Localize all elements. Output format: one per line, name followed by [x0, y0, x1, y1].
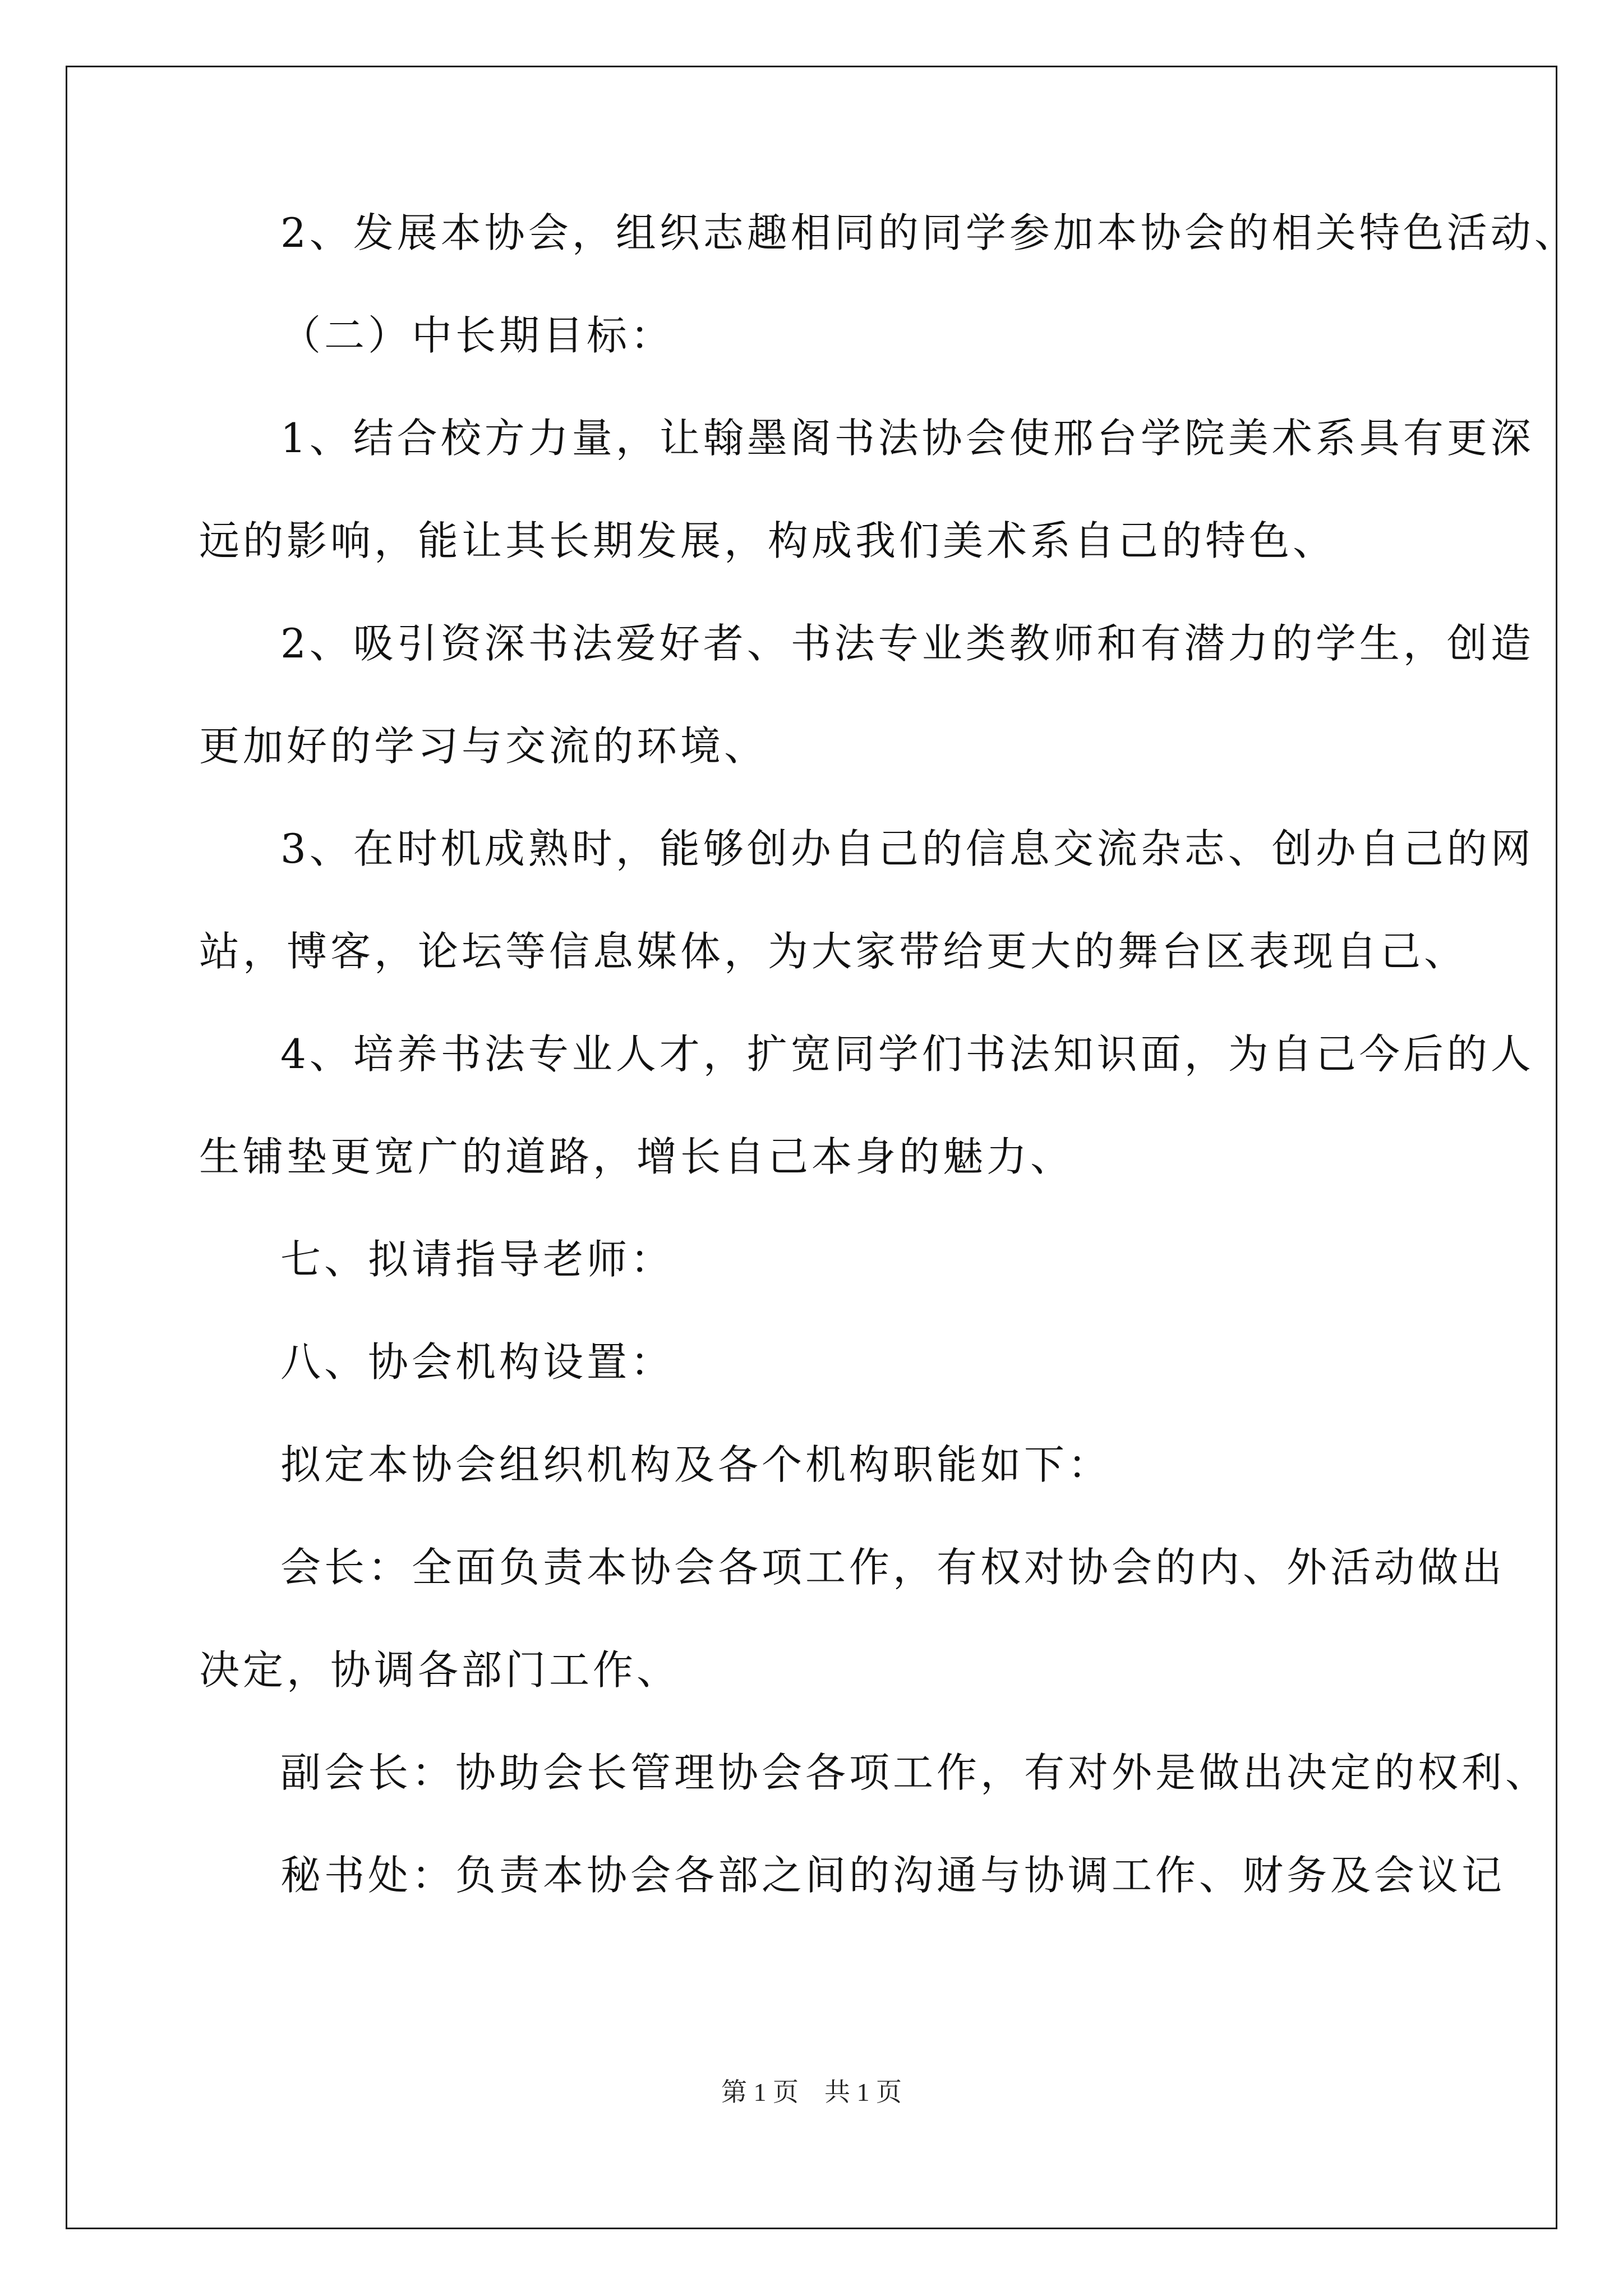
section-heading: 八、协会机构设置： [280, 1338, 675, 1386]
paragraph-line: 更加好的学习与交流的环境、 [199, 723, 768, 770]
paragraph-line: 生铺垫更宽广的道路，增长自己本身的魅力、 [199, 1133, 1075, 1180]
paragraph-line: 1、结合校方力量，让翰墨阁书法协会使邢台学院美术系具有更深 [280, 415, 1534, 462]
paragraph-line: 3、在时机成熟时，能够创办自己的信息交流杂志、创办自己的网 [280, 825, 1534, 872]
paragraph-line: 2、吸引资深书法爱好者、书法专业类教师和有潜力的学生，创造 [280, 620, 1534, 667]
section-heading: 七、拟请指导老师： [280, 1236, 675, 1283]
paragraph-line: 决定，协调各部门工作、 [199, 1646, 681, 1694]
paragraph-line: 拟定本协会组织机构及各个机构职能如下： [280, 1441, 1112, 1488]
paragraph-line: 2、发展本协会，组织志趣相同的同学参加本协会的相关特色活动、 [280, 209, 1578, 256]
section-heading: （二）中长期目标： [280, 312, 675, 359]
paragraph-line: 站，博客，论坛等信息媒体，为大家带给更大的舞台区表现自己、 [199, 928, 1468, 975]
paragraph-line: 会长：全面负责本协会各项工作，有权对协会的内、外活动做出 [280, 1544, 1506, 1591]
paragraph-line: 4、培养书法专业人才，扩宽同学们书法知识面，为自己今后的人 [280, 1030, 1534, 1078]
paragraph-line: 秘书处：负责本协会各部之间的沟通与协调工作、财务及会议记 [280, 1852, 1506, 1899]
page-number-label: 第 1 页 共 1 页 [721, 2078, 902, 2106]
paragraph-line: 副会长：协助会长管理协会各项工作，有对外是做出决定的权利、 [280, 1749, 1550, 1796]
paragraph-line: 远的影响，能让其长期发展，构成我们美术系自己的特色、 [199, 517, 1337, 564]
page-footer [0, 2076, 1623, 2109]
